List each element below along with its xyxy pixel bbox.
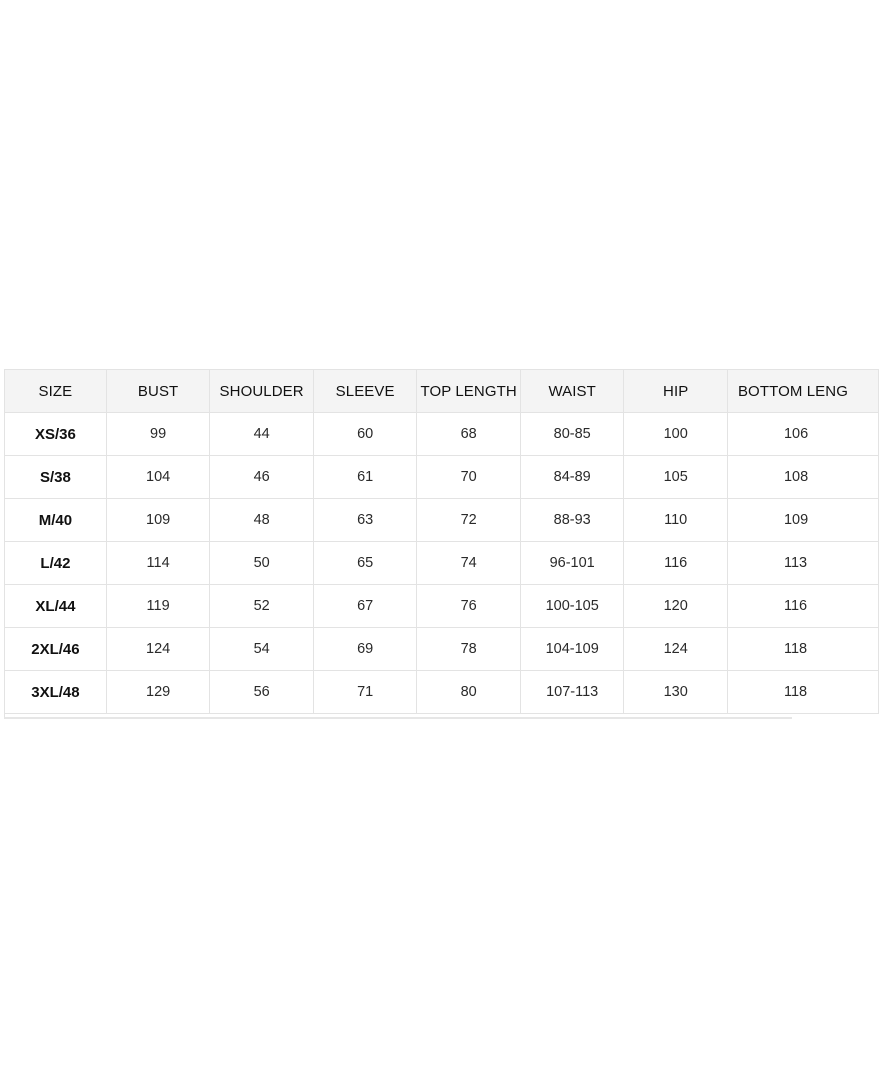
bottom-length-cell: 113 bbox=[727, 542, 878, 585]
size-label: L/42 bbox=[5, 542, 106, 585]
bust-cell: 114 bbox=[106, 542, 210, 585]
sleeve-cell: 65 bbox=[313, 542, 417, 585]
table-row bbox=[5, 456, 879, 499]
column-header-bottom-length: BOTTOM LENG bbox=[727, 370, 878, 413]
size-label: XL/44 bbox=[5, 585, 106, 628]
column-header-waist: WAIST bbox=[520, 370, 624, 413]
waist-cell: 107-113 bbox=[520, 671, 624, 714]
waist-cell: 84-89 bbox=[520, 456, 624, 499]
hip-cell: 100 bbox=[624, 413, 728, 456]
size-label: 2XL/46 bbox=[5, 628, 106, 671]
bottom-length-cell: 118 bbox=[727, 628, 878, 671]
size-label: M/40 bbox=[5, 499, 106, 542]
shoulder-cell: 54 bbox=[210, 628, 314, 671]
bottom-length-cell: 108 bbox=[727, 456, 878, 499]
sleeve-cell: 69 bbox=[313, 628, 417, 671]
shoulder-cell: 56 bbox=[210, 671, 314, 714]
bust-cell: 124 bbox=[106, 628, 210, 671]
column-header-hip: HIP bbox=[624, 370, 728, 413]
shoulder-cell: 50 bbox=[210, 542, 314, 585]
sleeve-cell: 71 bbox=[313, 671, 417, 714]
column-header-bust: BUST bbox=[106, 370, 210, 413]
top-length-cell: 76 bbox=[417, 585, 521, 628]
top-length-cell: 80 bbox=[417, 671, 521, 714]
top-length-cell: 68 bbox=[417, 413, 521, 456]
bust-cell: 104 bbox=[106, 456, 210, 499]
bottom-length-cell: 106 bbox=[727, 413, 878, 456]
bust-cell: 129 bbox=[106, 671, 210, 714]
bottom-length-cell: 116 bbox=[727, 585, 878, 628]
sleeve-cell: 63 bbox=[313, 499, 417, 542]
bottom-length-cell: 109 bbox=[727, 499, 878, 542]
table-row bbox=[5, 499, 879, 542]
top-length-cell: 70 bbox=[417, 456, 521, 499]
table-row bbox=[5, 585, 879, 628]
column-header-top-length: TOP LENGTH bbox=[417, 370, 521, 413]
table-row bbox=[5, 413, 879, 456]
top-length-cell: 78 bbox=[417, 628, 521, 671]
waist-cell: 100-105 bbox=[520, 585, 624, 628]
column-header-size: SIZE bbox=[5, 370, 106, 413]
top-length-cell: 74 bbox=[417, 542, 521, 585]
hip-cell: 120 bbox=[624, 585, 728, 628]
table-row bbox=[5, 671, 879, 714]
hip-cell: 130 bbox=[624, 671, 728, 714]
shoulder-cell: 46 bbox=[210, 456, 314, 499]
size-label: S/38 bbox=[5, 456, 106, 499]
size-label: 3XL/48 bbox=[5, 671, 106, 714]
sleeve-cell: 60 bbox=[313, 413, 417, 456]
hip-cell: 110 bbox=[624, 499, 728, 542]
bottom-length-cell: 118 bbox=[727, 671, 878, 714]
bust-cell: 109 bbox=[106, 499, 210, 542]
shoulder-cell: 48 bbox=[210, 499, 314, 542]
bust-cell: 99 bbox=[106, 413, 210, 456]
column-header-shoulder: SHOULDER bbox=[210, 370, 314, 413]
column-header-sleeve: SLEEVE bbox=[313, 370, 417, 413]
waist-cell: 96-101 bbox=[520, 542, 624, 585]
sleeve-cell: 67 bbox=[313, 585, 417, 628]
waist-cell: 88-93 bbox=[520, 499, 624, 542]
hip-cell: 116 bbox=[624, 542, 728, 585]
waist-cell: 80-85 bbox=[520, 413, 624, 456]
table-row bbox=[5, 542, 879, 585]
table-row bbox=[5, 628, 879, 671]
size-chart-table bbox=[5, 369, 879, 714]
header-row bbox=[5, 370, 879, 413]
sleeve-cell: 61 bbox=[313, 456, 417, 499]
top-length-cell: 72 bbox=[417, 499, 521, 542]
hip-cell: 105 bbox=[624, 456, 728, 499]
waist-cell: 104-109 bbox=[520, 628, 624, 671]
bust-cell: 119 bbox=[106, 585, 210, 628]
shoulder-cell: 52 bbox=[210, 585, 314, 628]
shoulder-cell: 44 bbox=[210, 413, 314, 456]
size-chart-container bbox=[4, 369, 848, 719]
size-label: XS/36 bbox=[5, 413, 106, 456]
hip-cell: 124 bbox=[624, 628, 728, 671]
